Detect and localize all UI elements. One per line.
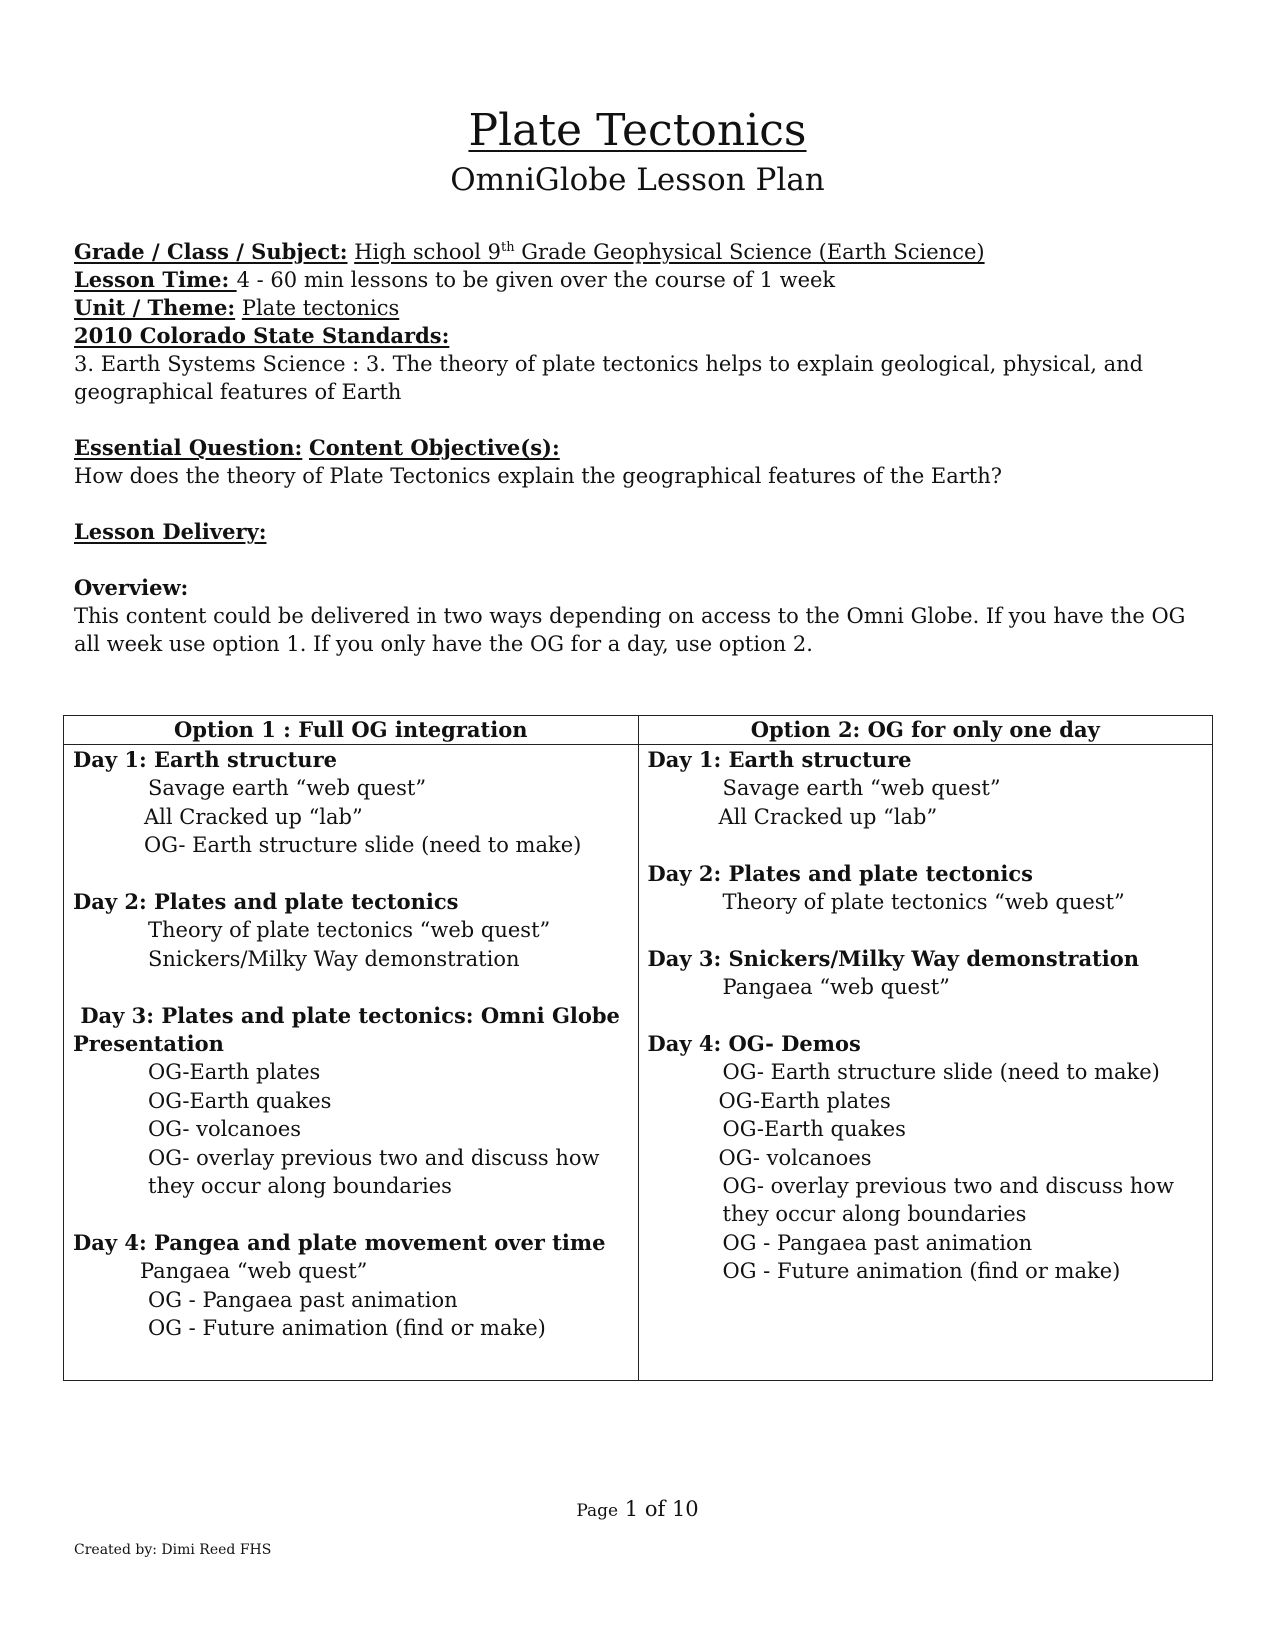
created-by: Created by: Dimi Reed FHS bbox=[74, 1542, 272, 1558]
spacer bbox=[648, 1002, 1204, 1030]
option2-day4-item: OG - Pangaea past animation bbox=[722, 1230, 1033, 1255]
essential-question-text: How does the theory of Plate Tectonics explain the geographical features of the Earth? bbox=[74, 464, 1003, 488]
spacer bbox=[73, 973, 629, 1001]
grade-value-post: Grade Geophysical Science (Earth Science) bbox=[514, 240, 985, 264]
option1-day4-item: OG - Pangaea past animation bbox=[148, 1287, 458, 1312]
option1-day3-item: OG- overlay previous two and discuss how they occur along boundaries bbox=[148, 1145, 600, 1199]
option2-day4-item: OG - Future animation (find or make) bbox=[722, 1259, 1121, 1284]
grade-value bbox=[354, 240, 984, 264]
document-title: Plate Tectonics bbox=[468, 105, 807, 156]
option1-day4-title: Day 4: Pangea and plate movement over time bbox=[73, 1229, 606, 1255]
option2-day4-item: OG- overlay previous two and discuss how they occur along boundaries bbox=[722, 1174, 1174, 1227]
options-table bbox=[63, 715, 1213, 1381]
unit-theme-value: Plate tectonics bbox=[241, 296, 400, 320]
page-of: of bbox=[644, 1497, 666, 1521]
page-word: Page bbox=[576, 1501, 619, 1521]
standards-text: 3. Earth Systems Science : 3. The theory of plate tectonics helps to explain geological, physical, and geographical features of Earth bbox=[74, 352, 1144, 404]
option2-day4-item: OG-Earth quakes bbox=[722, 1117, 906, 1142]
option1-day3-title: Day 3: Plates and plate tectonics: Omni Globe Presentation bbox=[73, 1002, 628, 1057]
option1-day3-item: OG-Earth plates bbox=[148, 1060, 321, 1085]
page-current: 1 bbox=[624, 1497, 639, 1521]
overview-text: This content could be delivered in two ways depending on access to the Omni Globe. If you have the OG all week use option 1. If you only have the OG for a day, use option 2. bbox=[74, 604, 1186, 656]
option2-header: Option 2: OG for only one day bbox=[638, 716, 1213, 745]
spacer bbox=[73, 1200, 629, 1228]
option1-day1-item: Savage earth “web quest” bbox=[148, 776, 427, 801]
essential-question-line bbox=[74, 434, 1204, 462]
option1-day4-item: Pangaea “web quest” bbox=[140, 1259, 368, 1284]
document-subtitle: OmniGlobe Lesson Plan bbox=[450, 162, 825, 198]
standards-heading: 2010 Colorado State Standards: bbox=[74, 323, 450, 348]
option1-day1-title: Day 1: Earth structure bbox=[73, 747, 337, 772]
option1-header: Option 1 : Full OG integration bbox=[64, 716, 639, 745]
option2-day4-item: OG- volcanoes bbox=[718, 1145, 872, 1170]
page-total: 10 bbox=[671, 1497, 699, 1521]
grade-line bbox=[74, 238, 1204, 266]
option2-day1-title: Day 1: Earth structure bbox=[647, 747, 912, 772]
option2-day2-title: Day 2: Plates and plate tectonics bbox=[647, 860, 1033, 886]
option1-cell bbox=[64, 745, 639, 1381]
spacer bbox=[648, 916, 1204, 944]
lesson-time-line bbox=[74, 266, 1204, 294]
option2-cell bbox=[638, 745, 1213, 1381]
option1-day2-item: Snickers/Milky Way demonstration bbox=[148, 946, 520, 971]
overview-heading: Overview: bbox=[74, 575, 189, 600]
option2-day4-item: OG-Earth plates bbox=[718, 1088, 891, 1113]
lesson-delivery-heading: Lesson Delivery: bbox=[74, 519, 267, 544]
content-objective-label: Content Objective(s): bbox=[309, 435, 560, 460]
option1-day4-item: OG - Future animation (find or make) bbox=[148, 1316, 546, 1341]
option2-day4-title: Day 4: OG- Demos bbox=[647, 1031, 861, 1057]
option2-day3-item: Pangaea “web quest” bbox=[722, 975, 950, 1000]
lesson-time-value: 4 - 60 min lessons to be given over the course of 1 week bbox=[236, 268, 836, 292]
options-body-row bbox=[64, 745, 1213, 1381]
unit-theme-line bbox=[74, 294, 1204, 322]
grade-value-sup: th bbox=[500, 240, 515, 255]
spacer bbox=[73, 860, 629, 888]
option1-day2-item: Theory of plate tectonics “web quest” bbox=[148, 918, 551, 943]
option1-day1-item: All Cracked up “lab” bbox=[144, 804, 363, 829]
grade-value-pre: High school 9 bbox=[354, 240, 501, 264]
option1-day3-item: OG-Earth quakes bbox=[148, 1088, 332, 1113]
option1-day2-title: Day 2: Plates and plate tectonics bbox=[73, 889, 459, 915]
option2-day3-title: Day 3: Snickers/Milky Way demonstration bbox=[647, 945, 1140, 971]
option2-day1-item: Savage earth “web quest” bbox=[722, 776, 1001, 801]
page-number bbox=[0, 1495, 1275, 1525]
option2-day2-item: Theory of plate tectonics “web quest” bbox=[722, 890, 1125, 915]
option1-day3-item: OG- volcanoes bbox=[148, 1117, 302, 1142]
lesson-time-label: Lesson Time: bbox=[74, 267, 237, 292]
unit-theme-label: Unit / Theme: bbox=[74, 295, 236, 320]
option2-day1-item: All Cracked up “lab” bbox=[718, 804, 938, 829]
options-header-row bbox=[64, 716, 1213, 745]
spacer bbox=[648, 831, 1204, 859]
option1-day1-item: OG- Earth structure slide (need to make) bbox=[144, 833, 582, 858]
essential-question-label: Essential Question: bbox=[74, 435, 303, 460]
option2-day4-item: OG- Earth structure slide (need to make) bbox=[722, 1060, 1160, 1085]
grade-label: Grade / Class / Subject: bbox=[74, 239, 348, 264]
